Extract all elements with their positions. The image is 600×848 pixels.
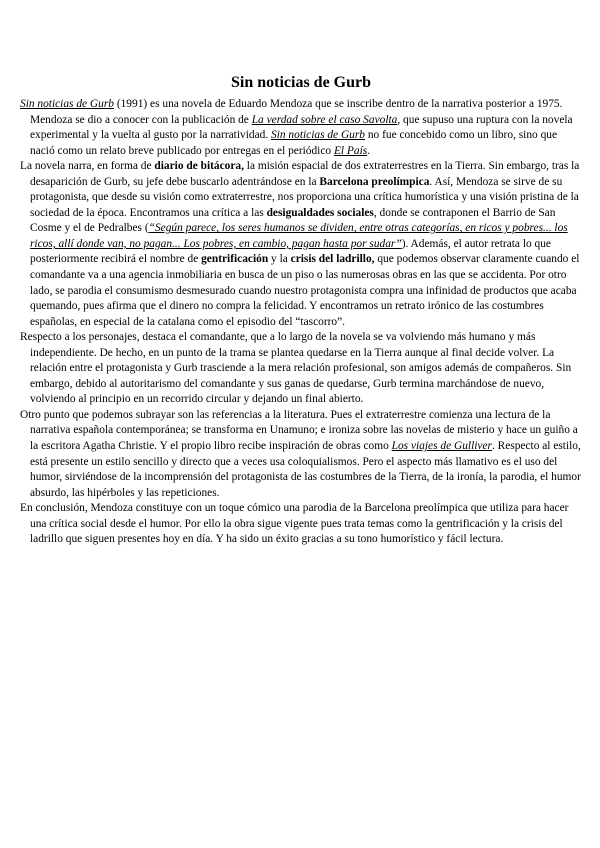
bold-term: diario de bitácora, <box>154 160 244 173</box>
italic-underlined-title: Sin noticias de Gurb <box>271 129 365 142</box>
paragraph-text: que podemos observar claramente cuando el comandante va a una agencia inmobiliaria en busca de un piso o las numerosas obras en las que se accidenta. Por otro lado, se parodia el consumismo desmesurado cuando nuestro protagonista compra una infinidad de productos que acaba quemando, pues afirma que el dinero no compra la felicidad. Y encontramos un retrato irónico de las costumbres españolas, en especial de la catalana como el episodio del “tascorro”. <box>30 253 580 328</box>
paragraph-text: . <box>367 144 371 157</box>
italic-underlined-title: Sin noticias de Gurb <box>20 98 114 110</box>
paragraph-3 <box>20 330 582 408</box>
paragraph-2 <box>20 159 582 330</box>
paragraph-text: Respecto a los personajes, destaca el comandante, que a lo largo de la novela se va volviendo más humano y más independiente. De hecho, en un punto de la trama se plantea quedarse en la Tierra aunque al final decide volver. La relación entre el protagonista y Gurb trasciende a la mera relación profesional, son amigos además de compañeros. Sin embargo, debido al autoritarismo del comandante y sus ganas de quedarse, Gurb termina marchándose de nuevo, volviendo al principio en un recorrido circular y dejando un final abierto. <box>20 331 572 406</box>
paragraph-text: En conclusión, Mendoza constituye con un toque cómico una parodia de la Barcelona preolímpica que utiliza para hacer una crítica social desde el humor. Por ello la obra sigue vigente pues trata temas como la gentrificación y la crisis del ladrillo que siguen presentes hoy en día. Y ha sido un éxito gracias a su tono humorístico y fácil lectura. <box>20 502 569 546</box>
italic-underlined-title: El País <box>333 144 368 157</box>
bold-term: crisis del ladrillo, <box>290 253 375 266</box>
paragraph-text: . Así, Mendoza se sirve de su protagonista, que desde su visión como extraterrestre, nos proporciona una crítica humorística y una visión pristina de la sociedad de la época. Encontramos una crítica a las <box>30 175 579 219</box>
paragraph-text: ). Además, el autor retrata lo que posteriormente recibirá el nombre de <box>30 237 551 266</box>
document-title: Sin noticias de Gurb <box>230 74 372 91</box>
paragraph-1 <box>20 97 582 159</box>
paragraph-text: La novela narra, en forma de <box>20 160 155 173</box>
bold-term: Barcelona preolímpica <box>319 175 430 188</box>
paragraph-text: la misión espacial de dos extraterrestres en la Tierra. Sin embargo, tras la desaparición de Gurb, su jefe debe buscarlo adentrándose en la <box>30 160 580 188</box>
paragraph-text: . Respecto al estilo, está presente un estilo sencillo y directo que a veces usa coloquialismos. Pero el aspecto más llamativo es el uso del humor, sirviéndose de la incomprensión del protagonista de las costumbres de la Tierra, de la ironía, la parodia, el humor absurdo, las hipérboles y las repeticiones. <box>30 440 581 499</box>
paragraph-text: Otro punto que podemos subrayar son las referencias a la literatura. Pues el extraterrestre comienza una lectura de la narrativa española contemporánea; se transforma en Unamuno; e ironiza sobre las novelas de misterio y hace un guiño a la escritora Agatha Christie. Y el propio libro recibe inspiración de obras como <box>20 408 578 453</box>
document-body <box>20 97 582 548</box>
paragraph-4 <box>20 408 582 501</box>
italic-underlined-title: Los viajes de Gulliver <box>391 440 492 453</box>
paragraph-text: , donde se contraponen el Barrio de San Cosme y el de Pedralbes ( <box>30 206 556 235</box>
italic-underlined-title: La verdad sobre el caso Savolta <box>251 113 398 126</box>
paragraph-5 <box>20 501 582 548</box>
bold-term: gentrificación <box>201 253 269 266</box>
paragraph-text: , que supuso una ruptura con la novela experimental y la vuelta al gusto por la narratividad. <box>30 113 573 142</box>
paragraph-text: y la <box>268 253 291 266</box>
paragraph-text: no fue concebido como un libro, sino que nació como un relato breve publicado por entregas en el periódico <box>30 129 558 157</box>
bold-term: desigualdades sociales <box>266 206 374 219</box>
paragraph-text: (1991) es una novela de Eduardo Mendoza que se inscribe dentro de la narrativa posterior a 1975. Mendoza se dio a conocer con la publicación de <box>30 98 563 126</box>
italic-underlined-title: “Según parece, los seres humanos se dividen, entre otras categorías, en ricos y pobres... los ricos, allí donde van, no pagan... Los pobres, en cambio, pagan hasta por sudar” <box>30 222 568 250</box>
